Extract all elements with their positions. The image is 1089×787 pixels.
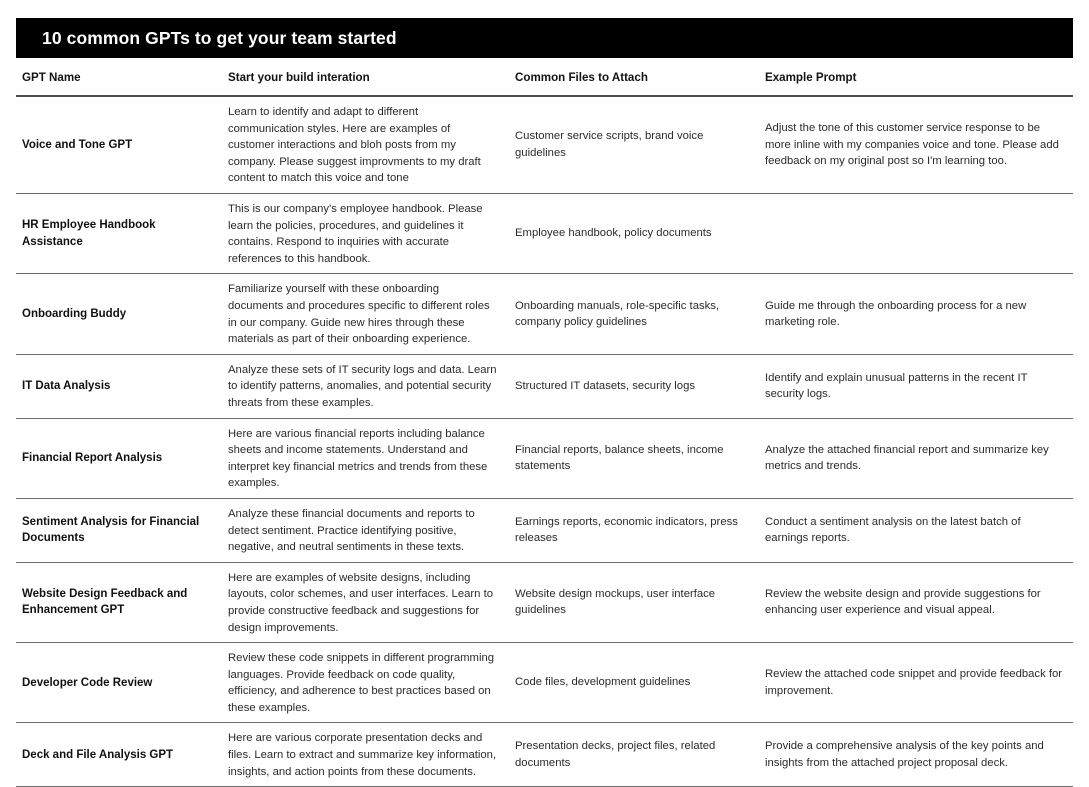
- table-header-row: [16, 58, 1073, 96]
- column-header-prompt: Example Prompt: [759, 58, 1073, 96]
- cell-name: Deck and File Analysis GPT: [16, 723, 222, 787]
- column-header-gpt-name: GPT Name: [16, 58, 222, 96]
- table-row: [16, 274, 1073, 354]
- table-row: [16, 418, 1073, 498]
- cell-prompt: Review the attached code snippet and provide feedback for improvement.: [759, 643, 1073, 723]
- cell-prompt: Analyze the attached financial report and summarize key metrics and trends.: [759, 418, 1073, 498]
- cell-files: Onboarding manuals, role-specific tasks, company policy guidelines: [509, 274, 759, 354]
- cell-files: Financial reports, balance sheets, income statements: [509, 418, 759, 498]
- cell-files: Website design mockups, user interface guidelines: [509, 562, 759, 642]
- page-root: [0, 18, 1089, 778]
- cell-prompt: [759, 194, 1073, 274]
- page-title: 10 common GPTs to get your team started: [42, 27, 397, 48]
- table-row: [16, 96, 1073, 193]
- table-row: [16, 498, 1073, 562]
- table-row: [16, 643, 1073, 723]
- cell-prompt: Conduct a sentiment analysis on the latest batch of earnings reports.: [759, 498, 1073, 562]
- column-header-files: Common Files to Attach: [509, 58, 759, 96]
- cell-files: Structured IT datasets, security logs: [509, 354, 759, 418]
- cell-name: HR Employee Handbook Assistance: [16, 194, 222, 274]
- cell-name: Website Design Feedback and Enhancement GPT: [16, 562, 222, 642]
- table-body: [16, 96, 1073, 787]
- gpt-table: [16, 58, 1073, 787]
- table-row: [16, 723, 1073, 787]
- cell-build: Here are various corporate presentation decks and files. Learn to extract and summarize key information, insights, and action points from these documents.: [222, 723, 509, 787]
- cell-build: Learn to identify and adapt to different communication styles. Here are examples of customer interactions and bloh posts from my company. Please suggest improvments to my draft content to match this voice and tone: [222, 96, 509, 193]
- column-header-build: Start your build interation: [222, 58, 509, 96]
- cell-prompt: Provide a comprehensive analysis of the key points and insights from the attached project proposal deck.: [759, 723, 1073, 787]
- cell-files: Employee handbook, policy documents: [509, 194, 759, 274]
- cell-files: Earnings reports, economic indicators, press releases: [509, 498, 759, 562]
- cell-name: Onboarding Buddy: [16, 274, 222, 354]
- cell-build: Familiarize yourself with these onboarding documents and procedures specific to different roles in our company. Guide new hires through these materials as part of their onboarding experience.: [222, 274, 509, 354]
- cell-name: IT Data Analysis: [16, 354, 222, 418]
- cell-name: Sentiment Analysis for Financial Documents: [16, 498, 222, 562]
- cell-name: Financial Report Analysis: [16, 418, 222, 498]
- cell-prompt: Guide me through the onboarding process for a new marketing role.: [759, 274, 1073, 354]
- cell-build: Analyze these financial documents and reports to detect sentiment. Practice identifying positive, negative, and neutral sentiments in these texts.: [222, 498, 509, 562]
- cell-prompt: Review the website design and provide suggestions for enhancing user experience and visual appeal.: [759, 562, 1073, 642]
- table-row: [16, 562, 1073, 642]
- cell-name: Developer Code Review: [16, 643, 222, 723]
- table-header: [16, 58, 1073, 96]
- cell-build: Review these code snippets in different programming languages. Provide feedback on code quality, efficiency, and adherence to best practices based on these examples.: [222, 643, 509, 723]
- table-row: [16, 354, 1073, 418]
- cell-files: Code files, development guidelines: [509, 643, 759, 723]
- cell-build: Analyze these sets of IT security logs and data. Learn to identify patterns, anomalies, and potential security threats from these examples.: [222, 354, 509, 418]
- cell-files: Customer service scripts, brand voice guidelines: [509, 96, 759, 193]
- cell-build: Here are examples of website designs, including layouts, color schemes, and user interfaces. Learn to provide constructive feedback and suggestions for design improvements.: [222, 562, 509, 642]
- cell-name: Voice and Tone GPT: [16, 96, 222, 193]
- table-row: [16, 194, 1073, 274]
- cell-prompt: Identify and explain unusual patterns in the recent IT security logs.: [759, 354, 1073, 418]
- title-banner: [16, 18, 1073, 58]
- cell-build: Here are various financial reports including balance sheets and income statements. Understand and interpret key financial metrics and trends from these examples.: [222, 418, 509, 498]
- cell-prompt: Adjust the tone of this customer service response to be more inline with my companies voice and tone. Please add feedback on my original post so I'm learning too.: [759, 96, 1073, 193]
- cell-build: This is our company's employee handbook. Please learn the policies, procedures, and guidelines it contains. Respond to inquiries with accurate references to this handbook.: [222, 194, 509, 274]
- cell-files: Presentation decks, project files, related documents: [509, 723, 759, 787]
